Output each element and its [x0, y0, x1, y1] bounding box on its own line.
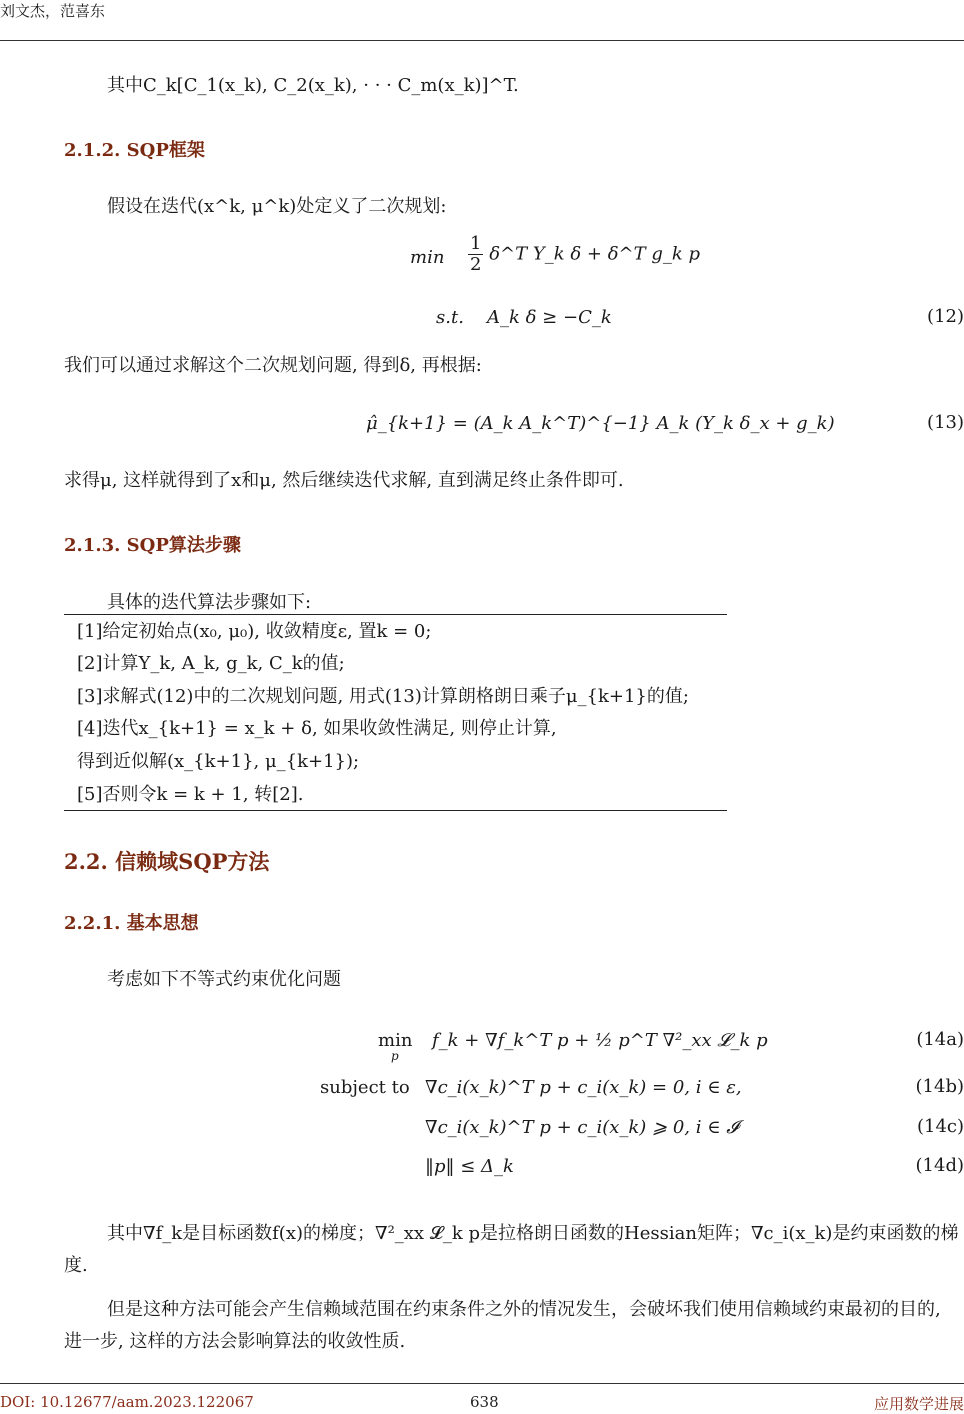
top-line: 其中C_k[C_1(x_k), C_2(x_k), · · · C_m(x_k)]^T. [107, 75, 519, 96]
assume-paragraph: 假设在迭代(x^k, μ^k)处定义了二次规划: [107, 196, 447, 217]
step-row: [4]迭代x_{k+1} = x_k + δ, 如果收敛性满足, 则停止计算, [77, 718, 557, 739]
eq14a-min-subscript: p [391, 1049, 399, 1063]
eq14a-min-label: min [378, 1030, 413, 1051]
however-paragraph: 但是这种方法可能会产生信赖域范围在约束条件之外的情况发生，会破坏我们使用信赖域约束最初的目的, 进一步, 这样的方法会影响算法的收敛性质. [64, 1299, 941, 1352]
steps-table-top-rule [64, 614, 727, 615]
footer-doi: DOI: 10.12677/aam.2023.122067 [0, 1393, 254, 1411]
eq12-number: (12) [927, 306, 964, 327]
section-2-2-1-heading: 2.2.1. 基本思想 [64, 913, 199, 934]
eq14d-number: (14d) [915, 1155, 964, 1176]
section-2-2-heading: 2.2. 信赖域SQP方法 [64, 849, 270, 874]
section-2-1-3-heading: 2.1.3. SQP算法步骤 [64, 535, 241, 556]
footer-rule [0, 1383, 964, 1384]
eq12-objective [468, 234, 700, 275]
step-row: [2]计算Y_k, A_k, g_k, C_k的值; [77, 653, 345, 674]
solve-paragraph: 我们可以通过求解这个二次规划问题, 得到δ, 再根据: [64, 355, 482, 376]
section-2-1-2-heading: 2.1.2. SQP框架 [64, 140, 205, 161]
eq12-objective-expr: δ^T Y_k δ + δ^T g_k p [489, 243, 701, 265]
one-half-fraction: $\frac{1}{2}$ [470, 233, 482, 275]
steps-table-bottom-rule [64, 810, 727, 811]
eq14c-number: (14c) [916, 1116, 964, 1137]
footer-journal: 应用数学进展 [873, 1395, 964, 1413]
eq12-min-label: min [410, 247, 445, 268]
steps-intro: 具体的迭代算法步骤如下: [107, 592, 312, 613]
eq13-number: (13) [927, 412, 964, 433]
step-row: [3]求解式(12)中的二次规划问题, 用式(13)计算朗格朗日乘子μ_{k+1}的值; [77, 686, 689, 707]
eq14b-subject-to: subject to [320, 1077, 410, 1098]
eq14a-number: (14a) [916, 1029, 964, 1050]
step-row: 得到近似解(x_{k+1}, μ_{k+1}); [77, 751, 360, 772]
running-header: 刘文杰，范喜东 [0, 2, 106, 20]
step-row: [5]否则令k = k + 1, 转[2]. [77, 784, 304, 805]
eq14a-expression: f_k + ∇f_k^T p + ½ p^T ∇²_xx 𝓛_k p [432, 1030, 768, 1051]
eq14d-expression: ‖p‖ ≤ Δ_k [425, 1156, 514, 1177]
consider-paragraph: 考虑如下不等式约束优化问题 [107, 969, 341, 990]
where-paragraph: 其中∇f_k是目标函数f(x)的梯度；∇²_xx 𝓛_k p是拉格朗日函数的Hessian矩阵；∇c_i(x_k)是约束函数的梯度. [64, 1223, 959, 1276]
obtain-paragraph: 求得μ, 这样就得到了x和μ, 然后继续迭代求解, 直到满足终止条件即可. [64, 470, 624, 491]
eq12-constraint: A_k δ ≥ −C_k [487, 307, 612, 328]
footer-page-number: 638 [470, 1393, 499, 1411]
eq13-expression: μ̂_{k+1} = (A_k A_k^T)^{−1} A_k (Y_k δ_x + g_k) [366, 413, 835, 434]
eq14b-expression: ∇c_i(x_k)^T p + c_i(x_k) = 0, i ∈ ε, [425, 1077, 742, 1098]
step-row: [1]给定初始点(x₀, μ₀), 收敛精度ε, 置k = 0; [77, 621, 432, 642]
header-rule [0, 40, 964, 41]
eq14b-number: (14b) [915, 1076, 964, 1097]
eq12-st-label: s.t. [436, 307, 464, 328]
eq14c-expression: ∇c_i(x_k)^T p + c_i(x_k) ⩾ 0, i ∈ 𝓘 [425, 1117, 739, 1138]
